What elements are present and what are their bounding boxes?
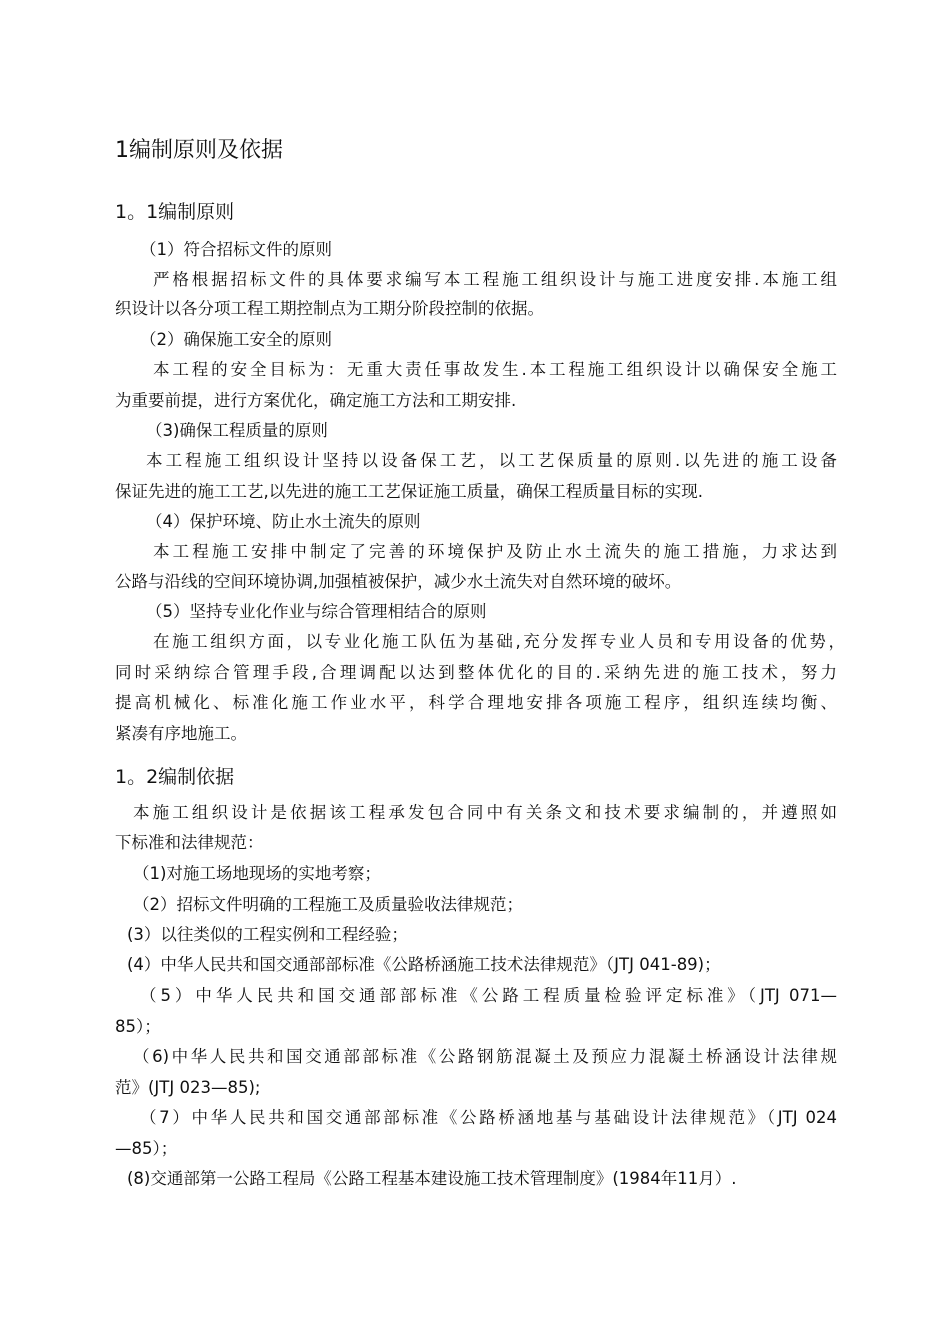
principle-3-title: （3)确保工程质量的原则 — [146, 421, 328, 440]
basis-item-1: （1)对施工场地现场的实地考察； — [133, 864, 381, 883]
principle-3-text-line-1: 本工程施工组织设计坚持以设备保工艺，以工艺保质量的原则.以先进的施工设备 — [146, 451, 837, 470]
principle-1-title: （1）符合招标文件的原则 — [140, 240, 332, 259]
basis-item-7-line-1: （7）中华人民共和国交通部部标准《公路桥涵地基与基础设计法律规范》（JTJ 024 — [140, 1108, 837, 1127]
basis-item-6-line-1: （6)中华人民共和国交通部部标准《公路钢筋混凝土及预应力混凝土桥涵设计法律规 — [133, 1047, 837, 1066]
basis-intro-line-2: 下标准和法律规范： — [115, 833, 264, 852]
basis-item-6-line-2: 范》(JTJ 023—85); — [115, 1078, 261, 1097]
principle-1-text-line-2: 织设计以各分项工程工期控制点为工期分阶段控制的依据。 — [115, 299, 544, 318]
principle-5-text-line-1: 在施工组织方面，以专业化施工队伍为基础,充分发挥专业人员和专用设备的优势， — [153, 632, 845, 651]
principle-5-text-line-3: 提高机械化、标准化施工作业水平，科学合理地安排各项施工程序，组织连续均衡、 — [115, 693, 837, 712]
chapter-heading: 1编制原则及依据 — [115, 138, 283, 163]
section-heading-1-2: 1。2编制依据 — [115, 766, 235, 788]
basis-intro-line-1: 本施工组织设计是依据该工程承发包合同中有关条文和技术要求编制的，并遵照如 — [133, 803, 837, 822]
principle-3-text-line-2: 保证先进的施工工艺,以先进的施工工艺保证施工质量，确保工程质量目标的实现. — [115, 482, 703, 501]
basis-item-3: (3）以往类似的工程实例和工程经验； — [127, 925, 408, 944]
principle-4-text-line-1: 本工程施工安排中制定了完善的环境保护及防止水土流失的施工措施，力求达到 — [153, 542, 837, 561]
principle-5-title: （5）坚持专业化作业与综合管理相结合的原则 — [146, 602, 487, 621]
basis-item-2: （2）招标文件明确的工程施工及质量验收法律规范； — [133, 895, 523, 914]
basis-item-5-line-1: （5）中华人民共和国交通部部标准《公路工程质量检验评定标准》（JTJ 071— — [140, 986, 837, 1005]
principle-2-text-line-2: 为重要前提，进行方案优化，确定施工方法和工期安排. — [115, 391, 517, 410]
principle-5-text-line-4: 紧凑有序地施工。 — [115, 724, 247, 743]
basis-item-8: (8)交通部第一公路工程局《公路工程基本建设施工技术管理制度》(1984年11月）. — [127, 1169, 737, 1188]
principle-4-text-line-2: 公路与沿线的空间环境协调,加强植被保护，减少水土流失对自然环境的破坏。 — [115, 572, 682, 591]
section-heading-1-1: 1。1编制原则 — [115, 201, 235, 223]
basis-item-4: (4）中华人民共和国交通部部标准《公路桥涵施工技术法律规范》（JTJ 041-89)； — [127, 955, 721, 974]
principle-4-title: （4）保护环境、防止水土流失的原则 — [146, 512, 421, 531]
principle-1-text-line-1: 严格根据招标文件的具体要求编写本工程施工组织设计与施工进度安排.本施工组 — [153, 270, 837, 289]
principle-2-text-line-1: 本工程的安全目标为：无重大责任事故发生.本工程施工组织设计以确保安全施工 — [153, 360, 837, 379]
principle-2-title: （2）确保施工安全的原则 — [140, 330, 332, 349]
principle-5-text-line-2: 同时采纳综合管理手段,合理调配以达到整体优化的目的.采纳先进的施工技术，努力 — [115, 663, 837, 682]
basis-item-7-line-2: —85）； — [115, 1139, 178, 1158]
basis-item-5-line-2: 85）； — [115, 1017, 161, 1036]
